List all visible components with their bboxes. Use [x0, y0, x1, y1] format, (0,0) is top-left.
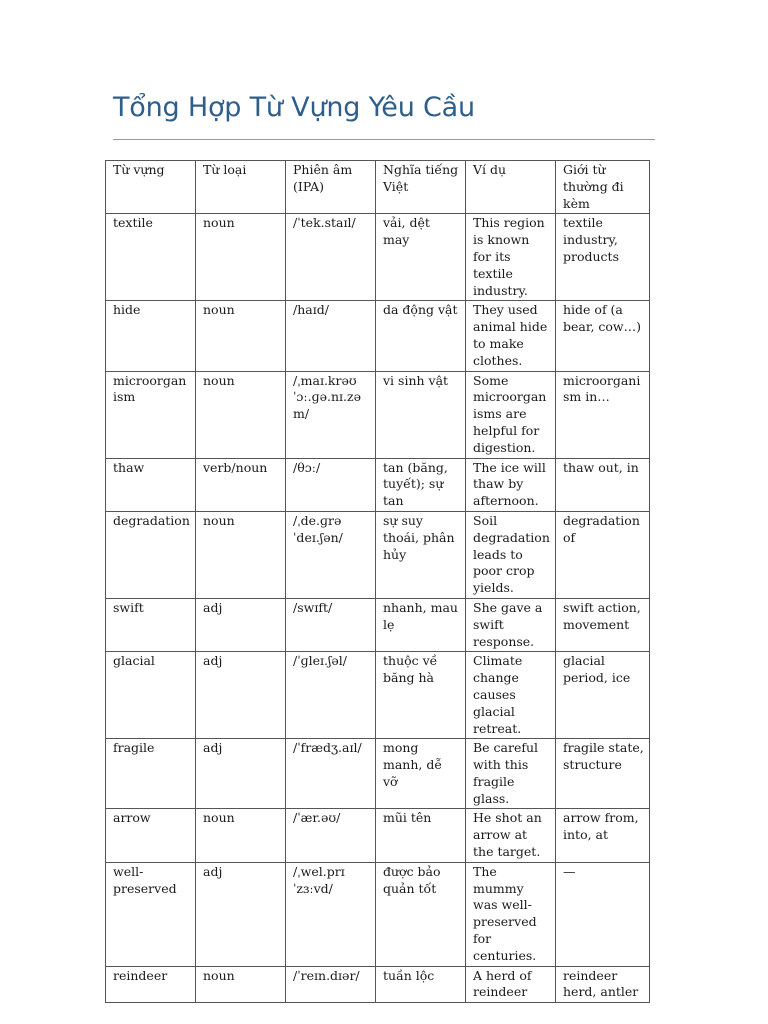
cell-part-of-speech: adj — [196, 598, 286, 651]
cell-ipa: /ˌmaɪ.krəʊˈɔː.ɡə.nɪ.zəm/ — [286, 371, 376, 458]
table-header-row — [106, 161, 650, 214]
header-word: Từ vựng — [106, 161, 196, 214]
table-row — [106, 511, 650, 598]
cell-part-of-speech: verb/noun — [196, 458, 286, 511]
table-row — [106, 862, 650, 966]
cell-preposition: reindeer herd, antler — [556, 966, 650, 1003]
cell-ipa: /ˈɡleɪ.ʃəl/ — [286, 652, 376, 739]
cell-word: reindeer — [106, 966, 196, 1003]
cell-part-of-speech: adj — [196, 739, 286, 809]
cell-ipa: /ˈtek.staɪl/ — [286, 214, 376, 301]
cell-meaning: vi sinh vật — [376, 371, 466, 458]
cell-preposition: fragile state, structure — [556, 739, 650, 809]
table-row — [106, 301, 650, 371]
header-preposition: Giới từ thường đi kèm — [556, 161, 650, 214]
table-row — [106, 458, 650, 511]
cell-example: Soil degradation leads to poor crop yields. — [466, 511, 556, 598]
cell-meaning: vải, dệt may — [376, 214, 466, 301]
table-row — [106, 652, 650, 739]
cell-ipa: /ˌwel.prɪˈzɜːvd/ — [286, 862, 376, 966]
cell-part-of-speech: noun — [196, 966, 286, 1003]
page-title: Tổng Hợp Từ Vựng Yêu Cầu — [113, 92, 475, 123]
cell-example: He shot an arrow at the target. — [466, 809, 556, 862]
cell-ipa: /ˈær.əʊ/ — [286, 809, 376, 862]
cell-part-of-speech: noun — [196, 301, 286, 371]
table-row — [106, 371, 650, 458]
cell-part-of-speech: noun — [196, 809, 286, 862]
cell-word: textile — [106, 214, 196, 301]
cell-part-of-speech: noun — [196, 371, 286, 458]
cell-meaning: thuộc về băng hà — [376, 652, 466, 739]
cell-word: thaw — [106, 458, 196, 511]
cell-part-of-speech: adj — [196, 652, 286, 739]
cell-example: The ice will thaw by afternoon. — [466, 458, 556, 511]
table-row — [106, 598, 650, 651]
cell-word: hide — [106, 301, 196, 371]
cell-word: well-preserved — [106, 862, 196, 966]
header-part-of-speech: Từ loại — [196, 161, 286, 214]
vocabulary-table — [105, 160, 650, 1003]
cell-word: swift — [106, 598, 196, 651]
cell-example: Be careful with this fragile glass. — [466, 739, 556, 809]
cell-ipa: /swɪft/ — [286, 598, 376, 651]
table-row — [106, 809, 650, 862]
cell-word: arrow — [106, 809, 196, 862]
cell-part-of-speech: adj — [196, 862, 286, 966]
cell-meaning: mong manh, dễ vỡ — [376, 739, 466, 809]
cell-preposition: arrow from, into, at — [556, 809, 650, 862]
cell-word: microorganism — [106, 371, 196, 458]
cell-word: degradation — [106, 511, 196, 598]
cell-example: They used animal hide to make clothes. — [466, 301, 556, 371]
cell-preposition: degradation of — [556, 511, 650, 598]
cell-preposition: thaw out, in — [556, 458, 650, 511]
cell-meaning: da động vật — [376, 301, 466, 371]
cell-example: The mummy was well-preserved for centuries. — [466, 862, 556, 966]
cell-preposition: — — [556, 862, 650, 966]
cell-meaning: sự suy thoái, phân hủy — [376, 511, 466, 598]
cell-preposition: glacial period, ice — [556, 652, 650, 739]
cell-example: Climate change causes glacial retreat. — [466, 652, 556, 739]
cell-preposition: textile industry, products — [556, 214, 650, 301]
table-row — [106, 739, 650, 809]
cell-word: fragile — [106, 739, 196, 809]
cell-word: glacial — [106, 652, 196, 739]
cell-meaning: tuần lộc — [376, 966, 466, 1003]
header-ipa: Phiên âm (IPA) — [286, 161, 376, 214]
cell-ipa: /haɪd/ — [286, 301, 376, 371]
title-underline — [113, 139, 655, 140]
cell-example: A herd of reindeer — [466, 966, 556, 1003]
cell-ipa: /ˈreɪn.dɪər/ — [286, 966, 376, 1003]
cell-example: Some microorganisms are helpful for digestion. — [466, 371, 556, 458]
cell-preposition: swift action, movement — [556, 598, 650, 651]
cell-example: This region is known for its textile industry. — [466, 214, 556, 301]
cell-meaning: được bảo quản tốt — [376, 862, 466, 966]
cell-ipa: /ˌde.ɡrəˈdeɪ.ʃən/ — [286, 511, 376, 598]
cell-preposition: hide of (a bear, cow…) — [556, 301, 650, 371]
cell-ipa: /ˈfrædʒ.aɪl/ — [286, 739, 376, 809]
header-example: Ví dụ — [466, 161, 556, 214]
cell-ipa: /θɔː/ — [286, 458, 376, 511]
table-row — [106, 966, 650, 1003]
cell-meaning: mũi tên — [376, 809, 466, 862]
cell-meaning: nhanh, mau lẹ — [376, 598, 466, 651]
header-meaning: Nghĩa tiếng Việt — [376, 161, 466, 214]
cell-part-of-speech: noun — [196, 214, 286, 301]
cell-meaning: tan (băng, tuyết); sự tan — [376, 458, 466, 511]
table-row — [106, 214, 650, 301]
cell-preposition: microorganism in… — [556, 371, 650, 458]
cell-part-of-speech: noun — [196, 511, 286, 598]
cell-example: She gave a swift response. — [466, 598, 556, 651]
